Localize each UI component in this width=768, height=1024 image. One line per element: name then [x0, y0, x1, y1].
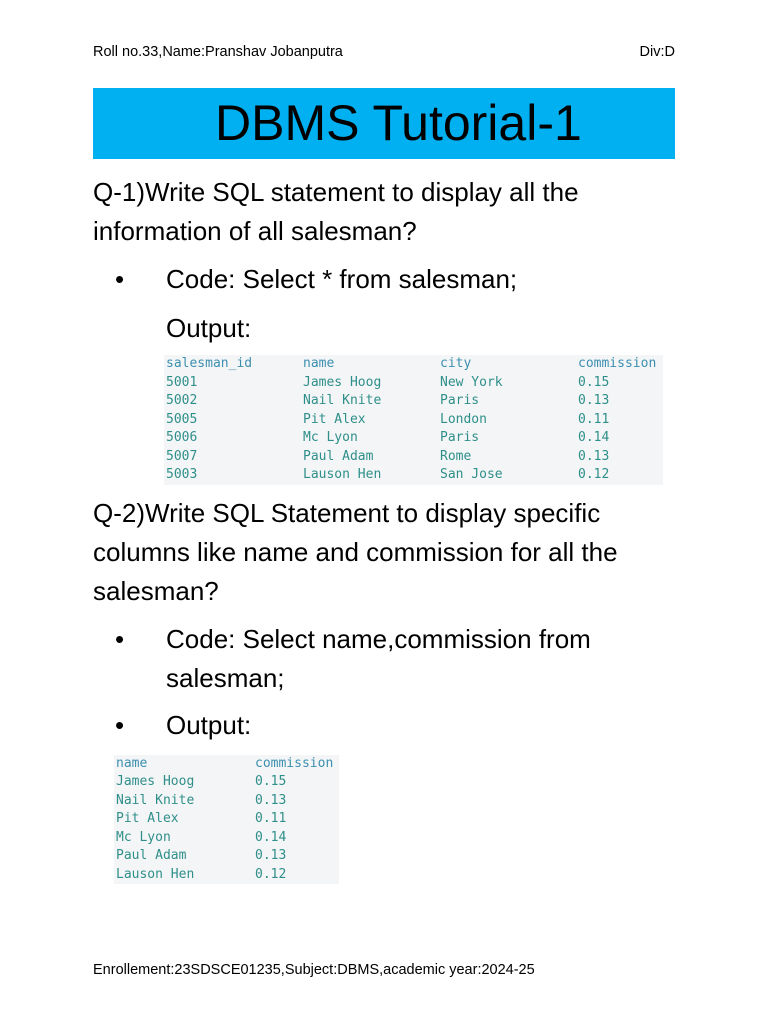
- table-cell: 5006: [166, 430, 198, 446]
- table-row: [114, 847, 339, 865]
- table-cell: James Hoog: [303, 374, 382, 390]
- table-cell: 0.11: [578, 411, 610, 427]
- q1-question: [93, 173, 693, 251]
- column-header: commission: [578, 356, 657, 372]
- table-cell: James Hoog: [116, 774, 195, 790]
- q2-question: [93, 494, 693, 611]
- header-roll-name: Roll no.33,Name:Pranshav Jobanputra: [93, 44, 343, 60]
- table-cell: Rome: [440, 448, 472, 464]
- page-header: [93, 44, 675, 64]
- table-row: [114, 773, 339, 791]
- q2-question-line: salesman?: [93, 576, 219, 606]
- table-cell: Pit Alex: [116, 811, 179, 827]
- table-row: [164, 448, 663, 467]
- page-title: DBMS Tutorial-1: [215, 95, 582, 151]
- q2-code-line: salesman;: [166, 663, 285, 693]
- table-header-row: [164, 355, 663, 374]
- table-cell: Paul Adam: [116, 848, 187, 864]
- table-row: [114, 829, 339, 847]
- table-cell: 0.13: [255, 792, 287, 808]
- q1-question-line: information of all salesman?: [93, 216, 417, 246]
- table-cell: 5005: [166, 411, 198, 427]
- table-header-row: [114, 755, 339, 773]
- table-cell: 5001: [166, 374, 198, 390]
- table-cell: Paul Adam: [303, 448, 374, 464]
- table-cell: London: [440, 411, 487, 427]
- table-cell: 0.12: [578, 467, 610, 483]
- table-row: [164, 466, 663, 485]
- title-banner: [93, 88, 675, 159]
- q1-code: Code: Select * from salesman;: [166, 264, 518, 294]
- table-row: [164, 392, 663, 411]
- bullet-icon: •: [115, 624, 125, 654]
- table-row: [164, 374, 663, 393]
- table-cell: 0.14: [255, 829, 287, 845]
- table-row: [114, 792, 339, 810]
- q2-question-line: columns like name and commission for all the: [93, 537, 618, 567]
- table-row: [114, 866, 339, 884]
- q2-question-line: Q-2)Write SQL Statement to display specific: [93, 498, 601, 528]
- q1-output-table: [164, 355, 663, 485]
- column-header: commission: [255, 756, 334, 771]
- table-cell: 5007: [166, 448, 198, 464]
- table-cell: 0.13: [578, 448, 610, 464]
- table-cell: Nail Knite: [303, 393, 382, 409]
- table-cell: 0.11: [255, 811, 287, 827]
- table-cell: 5002: [166, 393, 198, 409]
- table-cell: New York: [440, 374, 503, 390]
- table-cell: Pit Alex: [303, 411, 366, 427]
- table-cell: 0.13: [255, 848, 287, 864]
- table-cell: Lauson Hen: [116, 866, 195, 882]
- table-cell: Paris: [440, 393, 480, 409]
- q2-code: [166, 620, 591, 698]
- table-cell: 0.15: [255, 774, 287, 790]
- table-cell: 0.14: [578, 430, 610, 446]
- column-header: name: [116, 756, 148, 771]
- q2-output-label: Output:: [166, 710, 252, 740]
- q1-question-line: Q-1)Write SQL statement to display all the: [93, 177, 579, 207]
- page-footer: Enrollement:23SDSCE01235,Subject:DBMS,academic year:2024-25: [93, 962, 535, 978]
- q2-code-line: Code: Select name,commission from: [166, 624, 591, 654]
- table-row: [164, 429, 663, 448]
- table-row: [164, 411, 663, 430]
- table-cell: San Jose: [440, 467, 503, 483]
- table-cell: 5003: [166, 467, 198, 483]
- bullet-icon: •: [115, 264, 125, 294]
- table-cell: 0.13: [578, 393, 610, 409]
- table-cell: Mc Lyon: [303, 430, 358, 446]
- q2-output-table: [114, 755, 339, 884]
- table-cell: Lauson Hen: [303, 467, 382, 483]
- bullet-icon: •: [115, 710, 125, 740]
- table-cell: Nail Knite: [116, 792, 195, 808]
- column-header: name: [303, 356, 335, 372]
- table-cell: 0.15: [578, 374, 610, 390]
- q1-output-label: Output:: [166, 313, 252, 343]
- table-cell: Paris: [440, 430, 480, 446]
- table-cell: Mc Lyon: [116, 829, 171, 845]
- header-division: Div:D: [639, 44, 675, 60]
- column-header: salesman_id: [166, 356, 253, 372]
- column-header: city: [440, 356, 472, 372]
- table-cell: 0.12: [255, 866, 287, 882]
- table-row: [114, 810, 339, 828]
